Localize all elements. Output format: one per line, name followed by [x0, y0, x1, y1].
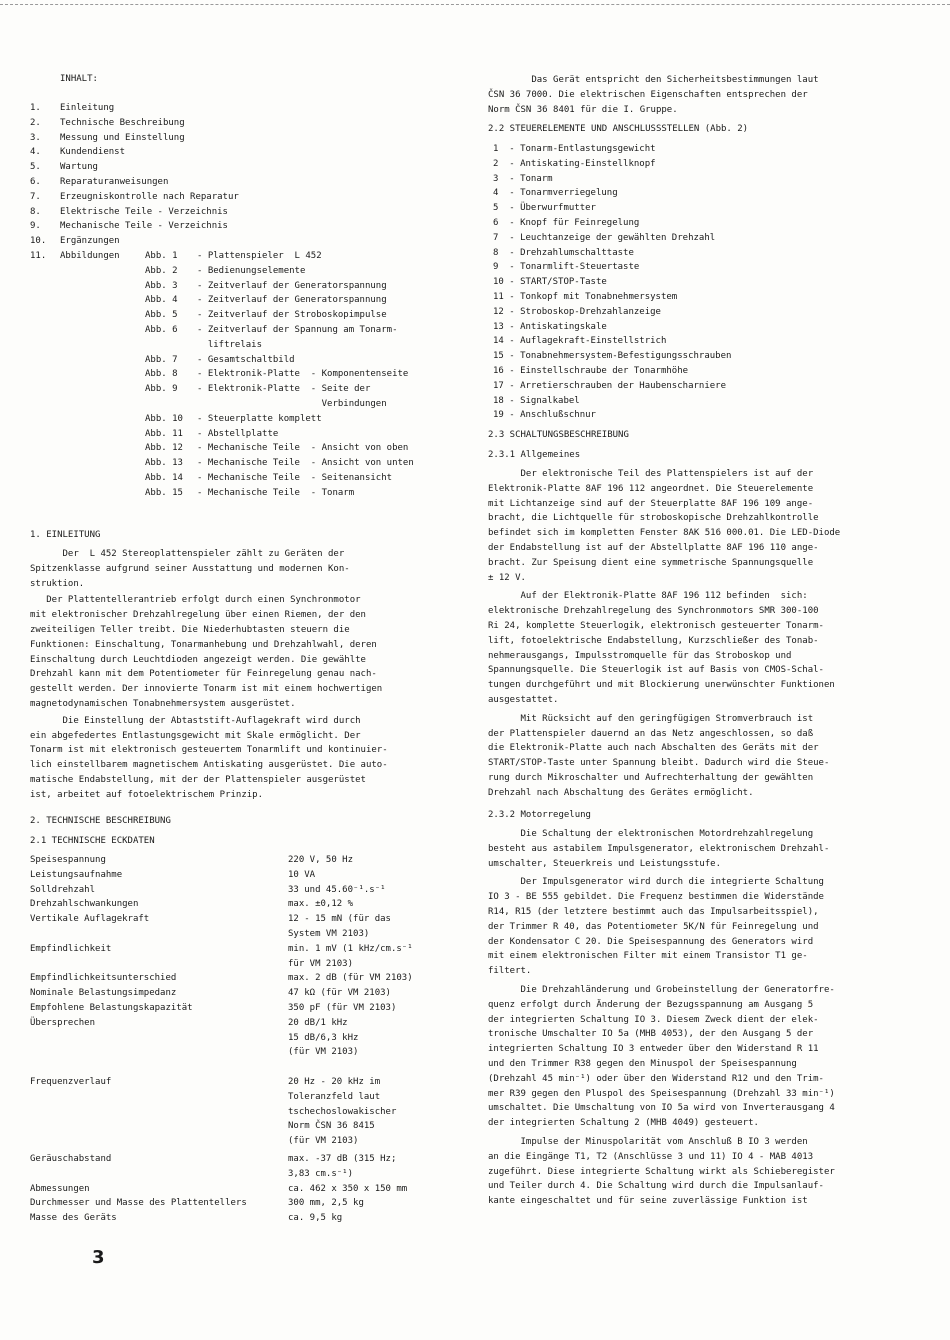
paragraph-line: Der Impulsgenerator wird durch die integrierte Schaltung [488, 877, 824, 888]
spec-value: 12 - 15 mN (für das [288, 914, 391, 925]
paragraph-line: ist, arbeitet auf fotoelektrischem Prinzip. [30, 789, 263, 800]
control-element-item: 13 - Antiskatingskale [493, 321, 607, 332]
toc-item-label: Messung und Einstellung [60, 132, 185, 143]
control-element-item: 2 - Antiskating-Einstellknopf [493, 158, 656, 169]
spec-value: für VM 2103) [288, 958, 354, 969]
spec-label: Leistungsaufnahme [30, 869, 123, 880]
figure-caption: - Elektronik-Platte - Seite der [197, 384, 371, 395]
spec-value: 300 mm, 2,5 kg [288, 1198, 364, 1209]
spec-value: (für VM 2103) [288, 1136, 359, 1147]
paragraph-line: R14, R15 (der letztere bestimmt auch das Impulsarbeitsspiel), [488, 907, 819, 917]
toc-item-label: Einleitung [60, 103, 115, 113]
figure-caption: - Gesamtschaltbild [197, 354, 295, 365]
figure-caption: - Abstellplatte [197, 428, 279, 439]
paragraph-line: und Teiler durch 4. Die Schaltung wird durch die Impulsanlauf- [488, 1181, 824, 1192]
toc-item-label: Abbildungen [60, 251, 120, 261]
toc-item-label: Kundendienst [60, 147, 126, 158]
toc-item-number: 7. [30, 191, 41, 202]
paragraph-line: umschaltet. Die Umschaltung von IO 5a wird von Inverterausgang 4 [488, 1103, 835, 1114]
page-number: 3 [92, 1247, 105, 1268]
figure-ref: Abb. 8 [145, 369, 178, 380]
paragraph-line: Elektronik-Platte 8AF 196 112 angeordnet. Die Steuerelemente [488, 483, 814, 494]
control-element-item: 15 - Tonabnehmersystem-Befestigungsschrauben [493, 351, 732, 362]
paragraph-line: Die Einstellung der Abtaststift-Auflagekraft wird durch [30, 715, 361, 726]
spec-value: (für VM 2103) [288, 1047, 359, 1058]
figure-caption: - Zeitverlauf der Stroboskopimpulse [197, 310, 387, 321]
paragraph-line: ausgestattet. [488, 695, 559, 705]
figure-ref: Abb. 10 [145, 413, 183, 424]
section-heading-technische-beschreibung: 2. TECHNISCHE BESCHREIBUNG [30, 816, 171, 826]
toc-item-label: Wartung [60, 162, 98, 173]
paragraph-line: Mit Rücksicht auf den geringfügigen Stromverbrauch ist [488, 713, 814, 724]
spec-label: Geräuschabstand [30, 1153, 112, 1164]
paragraph-line: quenz erfolgt durch Änderung der Bezugsspannung am Ausgang 5 [488, 999, 814, 1010]
paragraph-line: der Kondensator C 20. Die Speisespannung des Generators wird [488, 936, 814, 947]
figure-caption: - Mechanische Teile - Ansicht von unten [197, 458, 414, 469]
control-element-item: 17 - Arretierschrauben der Haubenscharniere [493, 380, 726, 391]
spec-value: 20 Hz - 20 kHz im [288, 1077, 381, 1087]
paragraph-line: filtert. [488, 966, 532, 977]
paragraph-line: kante eingeschaltet und für seine zuverlässige Funktion ist [488, 1196, 808, 1207]
paragraph-line: ± 12 V. [488, 572, 526, 583]
toc-item-number: 11. [30, 251, 47, 261]
paragraph-line: Ri 24, komplette Steuerlogik, elektronisch gesteuerter Tonarm- [488, 621, 824, 631]
spec-label: Speisespannung [30, 855, 106, 865]
spec-value: 10 VA [288, 869, 316, 880]
control-element-item: 19 - Anschlußschnur [493, 410, 596, 421]
spec-value: 33 und 45.60⁻¹.s⁻¹ [288, 884, 386, 895]
paragraph-line: lift, fotoelektrische Endabstellung, Kurzschließer des Tonab- [488, 635, 819, 646]
paragraph-line: mit elektronischer Drehzahlregelung über einen Riemen, der den [30, 610, 366, 621]
paragraph-line: Einschaltung durch Leuchtdioden angezeigt werden. Die gewählte [30, 654, 366, 665]
subsection-heading-eckdaten: 2.1 TECHNISCHE ECKDATEN [30, 836, 155, 846]
paragraph-line: magnetodynamischen Tonabnehmersystem ausgerüstet. [30, 699, 296, 709]
control-element-item: 8 - Drehzahlumschalttaste [493, 247, 634, 258]
paragraph-line: an die Eingänge T1, T2 (Anschlüsse 3 und 11) IO 4 - MAB 4013 [488, 1151, 814, 1162]
figure-caption: - Steuerplatte komplett [197, 413, 322, 424]
spec-value: 3,83 cm.s⁻¹) [288, 1168, 354, 1179]
paragraph-line: ČSN 36 7000. Die elektrischen Eigenschaften entsprechen der [488, 89, 808, 100]
paragraph-line: Spitzenklasse aufgrund seiner Ausstattung und modernen Kon- [30, 563, 350, 574]
figure-ref: Abb. 6 [145, 325, 178, 335]
figure-caption: - Plattenspieler L 452 [197, 251, 322, 261]
control-element-item: 7 - Leuchtanzeige der gewählten Drehzahl [493, 232, 716, 243]
control-element-item: 14 - Auflagekraft-Einstellstrich [493, 336, 667, 347]
spec-value: 350 pF (für VM 2103) [288, 1003, 397, 1013]
figure-ref: Abb. 15 [145, 487, 183, 498]
paragraph-line: Die Schaltung der elektronischen Motordrehzahlregelung [488, 829, 814, 839]
paragraph-line: lich einstellbarem magnetischem Antiskating ausgerüstet. Die auto- [30, 760, 388, 771]
paragraph-line: der Plattenspieler dauernd an das Netz angeschlossen, so daß [488, 728, 814, 739]
spec-value: Toleranzfeld laut [288, 1091, 381, 1102]
spec-value: max. -37 dB (315 Hz; [288, 1153, 397, 1164]
spec-label: Nominale Belastungsimpedanz [30, 988, 177, 999]
subsection-heading-allgemeines: 2.3.1 Allgemeines [488, 450, 581, 460]
control-element-item: 16 - Einstellschraube der Tonarmhöhe [493, 366, 689, 376]
spec-label: Übersprechen [30, 1017, 96, 1028]
paragraph-line: Der Plattentellerantrieb erfolgt durch einen Synchronmotor [30, 595, 361, 606]
section-heading-steuerelemente: 2.2 STEUERELEMENTE UND ANSCHLUSSSTELLEN (Abb. 2) [488, 124, 749, 134]
subsection-heading-motorregelung: 2.3.2 Motorregelung [488, 810, 591, 820]
figure-caption: - Mechanische Teile - Tonarm [197, 487, 355, 498]
paragraph-line: rung durch Mikroschalter und Aufrechterhaltung der gewählten [488, 773, 814, 783]
figure-ref: Abb. 13 [145, 458, 183, 469]
spec-value: Norm ČSN 36 8415 [288, 1121, 375, 1132]
paragraph-line: Tonarm ist mit elektronisch gesteuertem Tonarmlift und kontinuier- [30, 745, 388, 756]
paragraph-line: bracht. Zur Speisung dient eine symmetrische Spannungsquelle [488, 557, 814, 568]
spec-label: Durchmesser und Masse des Plattentellers [30, 1198, 247, 1209]
figure-ref: Abb. 5 [145, 310, 178, 321]
spec-label: Empfohlene Belastungskapazität [30, 1003, 193, 1013]
paragraph-line: Norm ČSN 36 8401 für die I. Gruppe. [488, 104, 678, 115]
spec-value: 47 kΩ (für VM 2103) [288, 988, 391, 999]
toc-item-label: Technische Beschreibung [60, 117, 185, 128]
spec-value: ca. 462 x 350 x 150 mm [288, 1183, 408, 1194]
toc-item-number: 2. [30, 117, 41, 128]
control-element-item: 6 - Knopf für Feinregelung [493, 218, 640, 228]
paragraph-line: der Endabstellung ist auf der Abstellplatte 8AF 196 110 ange- [488, 543, 819, 553]
figure-ref: Abb. 11 [145, 428, 183, 439]
spec-label: Drehzahlschwankungen [30, 899, 139, 910]
paragraph-line: elektronische Drehzahlregelung des Synchronmotors SMR 300-100 [488, 606, 819, 617]
paragraph-line: tungen durchgeführt und mit Blockierung unerwünschter Funktionen [488, 680, 835, 691]
paragraph-line: gestellt werden. Der innovierte Tonarm ist mit einem hochwertigen [30, 684, 383, 695]
paragraph-line: Impulse der Minuspolarität vom Anschluß B IO 3 werden [488, 1137, 808, 1147]
toc-item-number: 5. [30, 162, 41, 173]
toc-item-number: 10. [30, 236, 47, 247]
control-element-item: 1 - Tonarm-Entlastungsgewicht [493, 144, 656, 154]
toc-item-label: Erzeugniskontrolle nach Reparatur [60, 191, 239, 202]
spec-label: Frequenzverlauf [30, 1077, 112, 1087]
spec-label: Abmessungen [30, 1183, 90, 1194]
paragraph-line: bracht, die Lichtquelle für stroboskopische Drehzahlkontrolle [488, 513, 819, 524]
spec-label: Empfindlichkeit [30, 943, 112, 954]
figure-caption: - Zeitverlauf der Generatorspannung [197, 280, 387, 291]
figure-caption: Verbindungen [197, 399, 387, 409]
paragraph-line: zugeführt. Diese integrierte Schaltung wirkt als Schieberegister [488, 1166, 835, 1177]
figure-ref: Abb. 7 [145, 354, 178, 365]
spec-value: tschechoslowakischer [288, 1106, 397, 1117]
spec-value: 15 dB/6,3 kHz [288, 1032, 359, 1043]
paragraph-line: befindet sich im kompletten Fenster 8AK 516 000.01. Die LED-Diode [488, 528, 841, 539]
paragraph-line: ein abgefedertes Entlastungsgewicht mit Skale ermöglicht. Der [30, 730, 361, 741]
paragraph-line: Der L 452 Stereoplattenspieler zählt zu Geräten der [30, 549, 345, 559]
paragraph-line: Das Gerät entspricht den Sicherheitsbestimmungen laut [488, 75, 819, 85]
toc-item-number: 9. [30, 221, 41, 232]
paragraph-line: zweiteiligen Teller treibt. Die Niederhubtasten steuern die [30, 625, 350, 635]
toc-item-label: Ergänzungen [60, 236, 120, 247]
paragraph-line: matische Endabstellung, mit der der Plattenspieler ausgerüstet [30, 775, 366, 785]
toc-item-label: Mechanische Teile - Verzeichnis [60, 221, 228, 232]
figure-caption: - Mechanische Teile - Ansicht von oben [197, 443, 409, 454]
figure-ref: Abb. 9 [145, 384, 178, 395]
control-element-item: 4 - Tonarmverriegelung [493, 188, 618, 199]
paragraph-line: struktion. [30, 578, 85, 589]
paragraph-line: Drehzahl kann mit dem Potentiometer für Feinregelung genau nach- [30, 669, 377, 680]
figure-ref: Abb. 4 [145, 295, 178, 306]
control-element-item: 12 - Stroboskop-Drehzahlanzeige [493, 306, 661, 317]
figure-caption: - Zeitverlauf der Spannung am Tonarm- [197, 325, 398, 335]
scan-top-edge [0, 4, 950, 5]
paragraph-line: umschalter, Steuerkreis und Leistungsstufe. [488, 858, 721, 869]
figure-caption: - Mechanische Teile - Seitenansicht [197, 473, 393, 483]
paragraph-line: tronische Umschalter IO 5a (MHB 4053), der den Ausgang 5 der [488, 1029, 814, 1040]
paragraph-line: Auf der Elektronik-Platte 8AF 196 112 befinden sich: [488, 591, 808, 602]
figure-caption: - Elektronik-Platte - Komponentenseite [197, 369, 409, 380]
paragraph-line: der integrierten Schaltung 2 (MHB 4049) gesteuert. [488, 1118, 759, 1129]
paragraph-line: mit einem elektronischen Filter mit einem Transistor T1 ge- [488, 951, 808, 962]
paragraph-line: und den Trimmer R38 gegen den Minuspol der Speisespannung [488, 1059, 797, 1069]
spec-value: System VM 2103) [288, 929, 370, 939]
paragraph-line: Der elektronische Teil des Plattenspielers ist auf der [488, 469, 814, 479]
paragraph-line: Drehzahl nach Abschaltung des Gerätes ermöglicht. [488, 787, 754, 798]
figure-ref: Abb. 3 [145, 280, 178, 291]
toc-item-label: Elektrische Teile - Verzeichnis [60, 206, 228, 217]
toc-item-number: 8. [30, 206, 41, 217]
paragraph-line: mit Lichtanzeige sind auf der Steuerplatte 8AF 196 109 ange- [488, 498, 814, 509]
paragraph-line: (Drehzahl 45 min⁻¹) oder über den Widerstand R12 und den Trim- [488, 1073, 824, 1084]
control-element-item: 5 - Überwurfmutter [493, 203, 596, 214]
paragraph-line: die Elektronik-Platte auch nach Abschalten des Geräts mit der [488, 743, 819, 754]
paragraph-line: der Trimmer R 40, das Potentiometer 5K/N für Feinregelung und [488, 921, 819, 932]
paragraph-line: Funktionen: Einschaltung, Tonarmanhebung und Drehzahlwahl, deren [30, 639, 377, 650]
figure-caption: - Zeitverlauf der Generatorspannung [197, 295, 387, 306]
spec-label: Solldrehzahl [30, 884, 96, 895]
spec-value: 220 V, 50 Hz [288, 855, 354, 865]
paragraph-line: START/STOP-Taste unter Spannung bleibt. Dadurch wird die Steue- [488, 758, 830, 769]
spec-label: Masse des Geräts [30, 1213, 117, 1224]
toc-heading: INHALT: [60, 74, 98, 84]
section-heading-schaltung: 2.3 SCHALTUNGSBESCHREIBUNG [488, 430, 629, 440]
toc-item-number: 6. [30, 177, 41, 187]
paragraph-line: der integrierten Schaltung IO 3. Diesem Zweck dient der elek- [488, 1014, 819, 1025]
control-element-item: 10 - START/STOP-Taste [493, 277, 607, 288]
control-element-item: 18 - Signalkabel [493, 395, 580, 406]
paragraph-line: mer R39 gegen den Pluspol des Speisespannung (Drehzahl 33 min⁻¹) [488, 1088, 835, 1099]
figure-ref: Abb. 12 [145, 443, 183, 454]
paragraph-line: besteht aus astabilem Impulsgenerator, elektronischem Drehzahl- [488, 843, 830, 854]
toc-item-number: 3. [30, 132, 41, 143]
spec-value: min. 1 mV (1 kHz/cm.s⁻¹ [288, 943, 413, 954]
paragraph-line: nehmerausgangs, Impulsstromquelle für das Stroboskop und [488, 650, 792, 661]
spec-label: Vertikale Auflagekraft [30, 914, 150, 925]
figure-ref: Abb. 1 [145, 251, 178, 261]
toc-item-label: Reparaturanweisungen [60, 177, 169, 187]
spec-value: max. ±0,12 % [288, 899, 354, 910]
figure-caption: liftrelais [197, 339, 263, 350]
paragraph-line: Spannungsquelle. Die Steuerlogik ist auf Basis von CMOS-Schal- [488, 665, 824, 676]
toc-item-number: 1. [30, 103, 41, 113]
section-heading-einleitung: 1. EINLEITUNG [30, 530, 101, 540]
spec-value: max. 2 dB (für VM 2103) [288, 973, 413, 984]
spec-value: 20 dB/1 kHz [288, 1017, 348, 1028]
control-element-item: 9 - Tonarmlift-Steuertaste [493, 262, 640, 273]
control-element-item: 3 - Tonarm [493, 173, 553, 184]
paragraph-line: integrierten Schaltung IO 3 entweder über den Widerstand R 11 [488, 1044, 819, 1055]
spec-value: ca. 9,5 kg [288, 1213, 343, 1224]
toc-item-number: 4. [30, 147, 41, 158]
spec-label: Empfindlichkeitsunterschied [30, 973, 177, 984]
paragraph-line: IO 3 - BE 555 gebildet. Die Frequenz bestimmen die Widerstände [488, 892, 824, 903]
paragraph-line: Die Drehzahländerung und Grobeinstellung der Generatorfre- [488, 985, 835, 995]
control-element-item: 11 - Tonkopf mit Tonabnehmersystem [493, 292, 678, 302]
figure-caption: - Bedienungselemente [197, 265, 306, 276]
figure-ref: Abb. 14 [145, 473, 183, 483]
figure-ref: Abb. 2 [145, 265, 178, 276]
